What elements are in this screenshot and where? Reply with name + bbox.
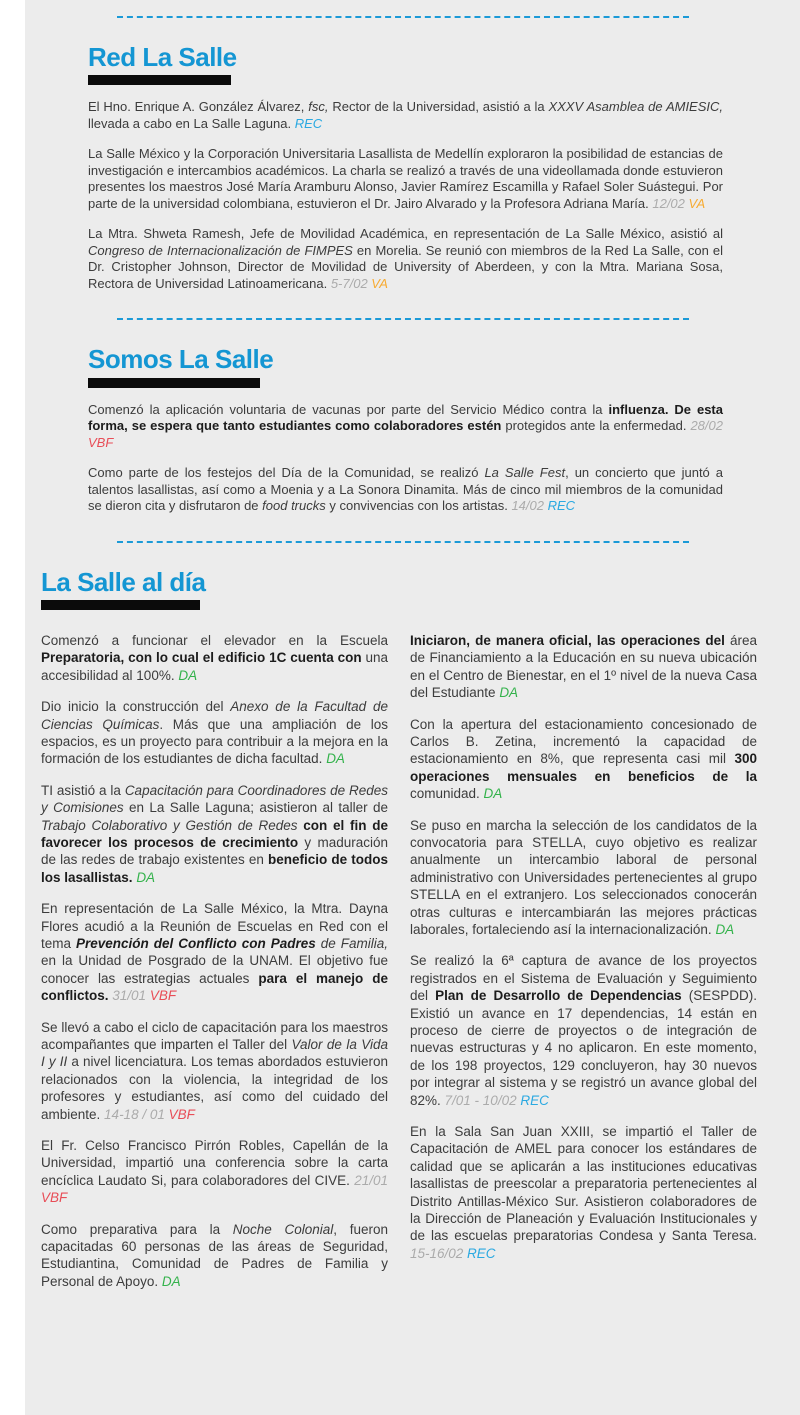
initials-tag-va: VA (371, 275, 388, 291)
news-list (88, 402, 723, 515)
news-item (41, 698, 388, 768)
item-date: 14/02 (511, 498, 548, 514)
text-segment: y convivencias con los artistas. (325, 498, 512, 514)
news-item (41, 632, 388, 684)
dashed-separator (117, 541, 689, 543)
section-red-la-salle (88, 44, 723, 292)
text-segment: en Morelia. Se reunió con miembros de la Red La Salle, con el Dr. Cristopher Johnson, Director de Movilidad de University of Aberdeen, y con la Mtra. Mariana Sosa, Rectora de Universidad Latinoamericana. (88, 242, 723, 291)
initials-tag-vbf: VBF (168, 1106, 195, 1122)
text-segment: Preparatoria, con lo cual el edificio 1C cuenta con (41, 650, 366, 666)
item-date: 31/01 (112, 988, 150, 1004)
initials-tag-vbf: VBF (88, 434, 114, 450)
item-date: 14-18 / 01 (104, 1106, 169, 1122)
text-segment: El Hno. Enrique A. González Álvarez, (88, 99, 309, 115)
section-title-la-salle-al-dia: La Salle al día (41, 566, 206, 597)
text-segment: XXXV Asamblea de AMIESIC, (548, 99, 724, 115)
news-item (88, 465, 723, 515)
news-item (410, 817, 757, 939)
section-title-red-la-salle: Red La Salle (88, 42, 237, 72)
initials-tag-rec: REC (520, 1092, 549, 1108)
text-segment: En representación de La Salle México, la Mtra. Dayna Flores acudió a la Reunión de Escuelas en Red con el tema (41, 901, 388, 951)
text-segment: para el manejo de conflictos. (41, 970, 388, 1004)
initials-tag-rec: REC (294, 115, 323, 131)
initials-tag-rec: REC (547, 498, 576, 514)
text-segment: La Salle Fest (484, 465, 566, 481)
news-item (410, 632, 757, 702)
text-segment: en la Unidad de Posgrado de la UNAM. El objetivo fue conocer las estrategias actuales (41, 953, 388, 986)
text-segment: Iniciaron, de manera oficial, las operaciones del (410, 632, 730, 648)
text-segment: Como preparativa para la (41, 1221, 233, 1237)
initials-tag-da: DA (161, 1273, 181, 1289)
initials-tag-va: VA (688, 195, 706, 211)
text-segment: Prevención del Conflicto con Padres (76, 935, 321, 951)
item-date: 15-16/02 (410, 1245, 468, 1261)
text-segment: Noche Colonial (232, 1221, 334, 1237)
text-segment: protegidos ante la enfermedad. (505, 418, 691, 434)
news-list (88, 99, 723, 292)
text-segment: en La Salle Laguna; asistieron al taller de (123, 800, 389, 816)
text-segment: Capacitación para Coordinadores de Redes y Comisiones (41, 782, 388, 816)
text-segment: En la Sala San Juan XXIII, se impartió el Taller de Capacitación de AMEL para conocer los estándares de calidad que se aplicarán a las instituciones educativas lasallistas de preescolar a preparatoria pertenecientes al Distrito Antillas-México Sur. Asistieron colaboradores de la Dirección de Planeación y Evaluación Institucionales y de las escuelas preparatorias Condesa y Santa Teresa. (410, 1124, 757, 1244)
news-item (88, 146, 723, 212)
section-somos-la-salle (88, 346, 723, 514)
section-container-somos-la-salle (88, 346, 723, 514)
initials-tag-da: DA (136, 869, 156, 885)
initials-tag-rec: REC (467, 1245, 496, 1261)
section-container-red-la-salle (88, 44, 723, 292)
news-item (410, 716, 757, 803)
initials-tag-da: DA (326, 751, 345, 767)
text-segment: y maduración de las redes de trabajo existentes en (41, 834, 389, 868)
item-date: 21/01 (354, 1172, 388, 1188)
section-title-somos-la-salle: Somos La Salle (88, 344, 274, 375)
dashed-separator (117, 16, 689, 18)
text-segment: una accesibilidad al 100%. (41, 650, 388, 683)
text-segment: Rector de la Universidad, asistió a la (328, 99, 549, 115)
title-underline-bar (88, 378, 260, 388)
text-segment: 300 operaciones mensuales en beneficios de la (410, 751, 757, 784)
text-segment: Se realizó la 6ª captura de avance de los proyectos registrados en el Sistema de Evaluación y Seguimiento del (410, 953, 757, 1004)
news-item (410, 952, 757, 1109)
text-segment: comunidad. (410, 786, 484, 802)
news-item (410, 1123, 757, 1262)
text-segment: Con la apertura del estacionamiento concesionado de Carlos B. Zetina, incrementó la capacidad de estacionamiento en 8%, que representa casi mil (410, 716, 757, 767)
news-item (88, 402, 723, 452)
news-item (41, 1137, 388, 1207)
text-segment: (SESPDD). Existió un avance en 17 dependencias, 14 están en proceso de cierre de proyectos o de integración de nuevas estructuras y 4 no aplicaron. En este momento, de los 198 proyectos, 129 concluyeron, hay 30 nuevos por integrar al sistema y se registró un avance global del 82%. (410, 988, 757, 1108)
title-underline-bar (41, 600, 200, 610)
text-segment: , un concierto que juntó a talentos lasallistas, así como a Moenia y a La Sonora Dinamita. Más de cinco mil miembros de la comunidad se dieron cita y disfrutaron de (88, 465, 724, 514)
text-segment: Se puso en marcha la selección de los candidatos de la convocatoria para STELLA, cuyo objetivo es realizar anualmente un intercambio laboral de personal administrativo con Universidades pertenecientes al grupo STELLA en el extranjero. Los seleccionados conocerán otras culturas e intercambiarán las mejores prácticas laborales, fortaleciendo así la internacionalización. (410, 817, 757, 937)
text-segment: Trabajo Colaborativo y Gestión de Redes (41, 817, 298, 833)
text-segment: Valor de la Vida I y II (41, 1037, 388, 1070)
text-segment: Congreso de Internacionalización de FIMPES (88, 242, 353, 258)
text-segment: de Familia, (320, 935, 388, 951)
news-item (41, 1019, 388, 1123)
text-segment: Anexo de la Facultad de Ciencias Químicas (41, 699, 388, 732)
text-segment: . Más que una ampliación de los espacios, es un proyecto para contribuir a la mejora en la formación de los estudiantes de dicha facultad. (41, 716, 388, 767)
text-segment: La Mtra. Shweta Ramesh, Jefe de Movilidad Académica, en representación de La Salle México, asistió al (88, 226, 723, 242)
news-item (88, 99, 723, 132)
dashed-separator (117, 318, 689, 320)
text-segment: La Salle México y la Corporación Universitaria Lasallista de Medellín exploraron la posibilidad de estancias de investigación e intercambios académicos. La charla se realizó a través de una videollamada donde estuvieron presentes los maestros José María Aramburu Alonso, Javier Ramírez Escamilla y Rafael Soler Suástegui. Por parte de la universidad colombiana, estuvieron el Dr. Jairo Alvarado y la Profesora Adriana María. (88, 146, 723, 211)
item-date: 12/02 (652, 195, 689, 211)
text-segment: con el fin de favorecer los procesos de crecimiento (41, 817, 388, 850)
news-item (41, 900, 388, 1004)
text-segment: llevada a cabo en La Salle Laguna. (88, 115, 295, 131)
initials-tag-vbf: VBF (149, 988, 177, 1004)
initials-tag-da: DA (178, 667, 198, 683)
item-date: 7/01 - 10/02 (444, 1092, 521, 1108)
text-segment: área de Financiamiento a la Educación en su nueva ubicación en el Centro de Bienestar, en el 1º nivel de la nueva Casa del Estudiante (410, 632, 757, 701)
text-segment: food trucks (262, 498, 326, 514)
initials-tag-da: DA (715, 921, 735, 937)
two-column-layout (41, 618, 784, 1290)
text-segment: fsc, (308, 99, 329, 115)
initials-tag-da: DA (483, 786, 503, 802)
text-segment: influenza. De esta forma, se espera que tanto estudiantes como colaboradores estén (88, 401, 723, 434)
initials-tag-vbf: VBF (41, 1190, 68, 1206)
text-segment: El Fr. Celso Francisco Pirrón Robles, Capellán de la Universidad, impartió una conferencia sobre la carta encíclica Laudato Si, para colaboradores del CIVE. (41, 1138, 388, 1188)
title-underline-bar (88, 75, 231, 85)
item-date: 28/02 (690, 418, 723, 434)
text-segment: Plan de Desarrollo de Dependencias (435, 988, 682, 1004)
text-segment: , fueron capacitadas 60 personas de las áreas de Seguridad, Estudiantina, Comunidad de Padres de Familia y Personal de Apoyo. (41, 1221, 388, 1289)
news-column-left (41, 618, 388, 1290)
initials-tag-da: DA (499, 685, 519, 701)
newsletter-page (25, 0, 800, 1415)
text-segment: Comenzó la aplicación voluntaria de vacunas por parte del Servicio Médico contra la (88, 401, 609, 417)
news-column-right (410, 618, 757, 1290)
text-segment: Dio inicio la construcción del (41, 699, 231, 715)
text-segment: Se llevó a cabo el ciclo de capacitación para los maestros acompañantes que imparten el Taller del (41, 1019, 388, 1053)
text-segment: TI asistió a la (41, 782, 125, 798)
text-segment: Comenzó a funcionar el elevador en la Escuela (41, 632, 388, 648)
news-item (41, 782, 388, 886)
news-item (88, 226, 723, 292)
section-la-salle-al-dia (41, 566, 784, 1291)
text-segment: Como parte de los festejos del Día de la Comunidad, se realizó (88, 465, 485, 481)
text-segment: a nivel licenciatura. Los temas abordados estuvieron relacionados con la violencia, la integridad de los profesores y estudiantes, así como del cuidado del ambiente. (41, 1054, 388, 1122)
text-segment: beneficio de todos los lasallistas. (41, 852, 388, 885)
news-item (41, 1221, 388, 1291)
item-date: 5-7/02 (330, 275, 372, 291)
